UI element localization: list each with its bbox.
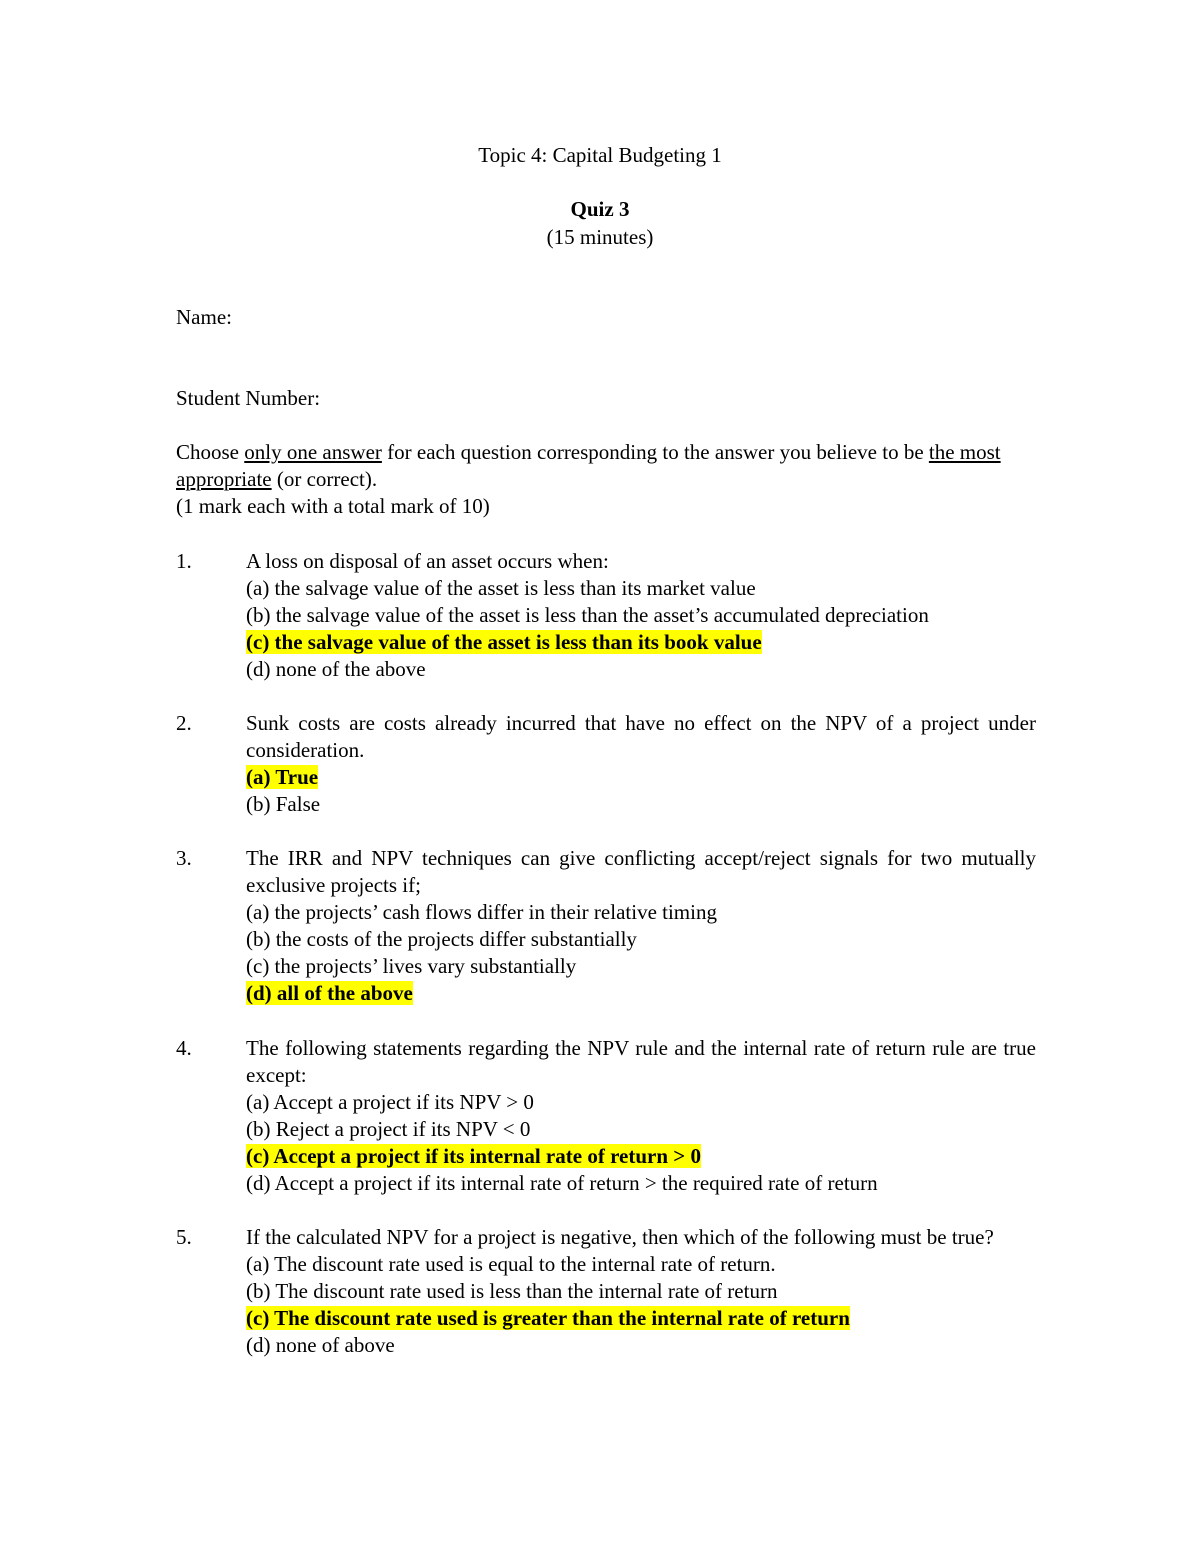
option-c-correct — [246, 1305, 1036, 1332]
question-body — [246, 1035, 1036, 1197]
option-c-correct — [246, 629, 1036, 656]
correct-answer-highlight: (c) The discount rate used is greater than the internal rate of return — [246, 1306, 850, 1330]
question-text: A loss on disposal of an asset occurs when: — [246, 549, 609, 573]
student-number-label: Student Number: — [176, 386, 321, 410]
question-text: The following statements regarding the NPV rule and the internal rate of return rule are true except: — [246, 1036, 1036, 1087]
option-b — [246, 602, 1036, 629]
question-number: 5. — [176, 1225, 192, 1249]
option-text: (d) none of above — [246, 1333, 395, 1357]
option-text: (d) Accept a project if its internal rate of return > the required rate of return — [246, 1171, 878, 1195]
option-c-correct — [246, 1143, 1036, 1170]
question-number: 1. — [176, 549, 192, 573]
correct-answer-highlight: (c) the salvage value of the asset is less than its book value — [246, 630, 762, 654]
option-a — [246, 575, 1036, 602]
question-text: Sunk costs are costs already incurred that have no effect on the NPV of a project under consideration. — [246, 711, 1036, 762]
option-d-correct — [246, 980, 1036, 1007]
correct-answer-highlight: (d) all of the above — [246, 981, 413, 1005]
quiz-duration: (15 minutes) — [546, 225, 654, 249]
question-body — [246, 1224, 1036, 1359]
option-d — [246, 1170, 1036, 1197]
option-text: (a) the projects’ cash flows differ in their relative timing — [246, 900, 717, 924]
option-text: (a) Accept a project if its NPV > 0 — [246, 1090, 534, 1114]
instructions-part-3: (or correct). — [271, 467, 378, 491]
option-b — [246, 1278, 1036, 1305]
question-body — [246, 548, 1036, 683]
option-text: (b) Reject a project if its NPV < 0 — [246, 1117, 531, 1141]
option-text: (b) The discount rate used is less than the internal rate of return — [246, 1279, 778, 1303]
instructions-part-2: for each question corresponding to the answer you believe to be — [381, 440, 929, 464]
instructions-underline-1: only one answer — [244, 440, 382, 464]
option-text: (a) The discount rate used is equal to the internal rate of return. — [246, 1252, 776, 1276]
option-a — [246, 1251, 1036, 1278]
option-c — [246, 953, 1036, 980]
question-body — [246, 710, 1036, 818]
option-text: (c) the projects’ lives vary substantially — [246, 954, 577, 978]
correct-answer-highlight: (c) Accept a project if its internal rate of return > 0 — [246, 1144, 701, 1168]
question-body — [246, 845, 1036, 1007]
option-b — [246, 791, 1036, 818]
name-label: Name: — [176, 305, 232, 329]
quiz-title: Quiz 3 — [570, 197, 630, 221]
option-a — [246, 899, 1036, 926]
option-b — [246, 926, 1036, 953]
instructions-underline-2: the most appropriate — [176, 440, 1001, 491]
option-text: (b) the salvage value of the asset is less than the asset’s accumulated depreciation — [246, 603, 929, 627]
instructions-part-1: Choose — [176, 440, 245, 464]
question-text: The IRR and NPV techniques can give conflicting accept/reject signals for two mutually exclusive projects if; — [246, 846, 1036, 897]
question-number: 2. — [176, 711, 192, 735]
option-text: (b) the costs of the projects differ substantially — [246, 927, 637, 951]
option-b — [246, 1116, 1036, 1143]
option-text: (b) False — [246, 792, 321, 816]
option-d — [246, 1332, 1036, 1359]
instructions-marks: (1 mark each with a total mark of 10) — [176, 494, 490, 518]
topic-heading: Topic 4: Capital Budgeting 1 — [478, 143, 722, 167]
option-a — [246, 1089, 1036, 1116]
question-number: 3. — [176, 846, 192, 870]
question-text: If the calculated NPV for a project is negative, then which of the following must be true? — [246, 1225, 994, 1249]
option-text: (d) none of the above — [246, 657, 426, 681]
question-number: 4. — [176, 1036, 192, 1060]
correct-answer-highlight: (a) True — [246, 765, 319, 789]
option-d — [246, 656, 1036, 683]
option-a-correct — [246, 764, 1036, 791]
instructions-text — [176, 439, 1036, 493]
option-text: (a) the salvage value of the asset is less than its market value — [246, 576, 756, 600]
instructions — [176, 439, 1036, 520]
